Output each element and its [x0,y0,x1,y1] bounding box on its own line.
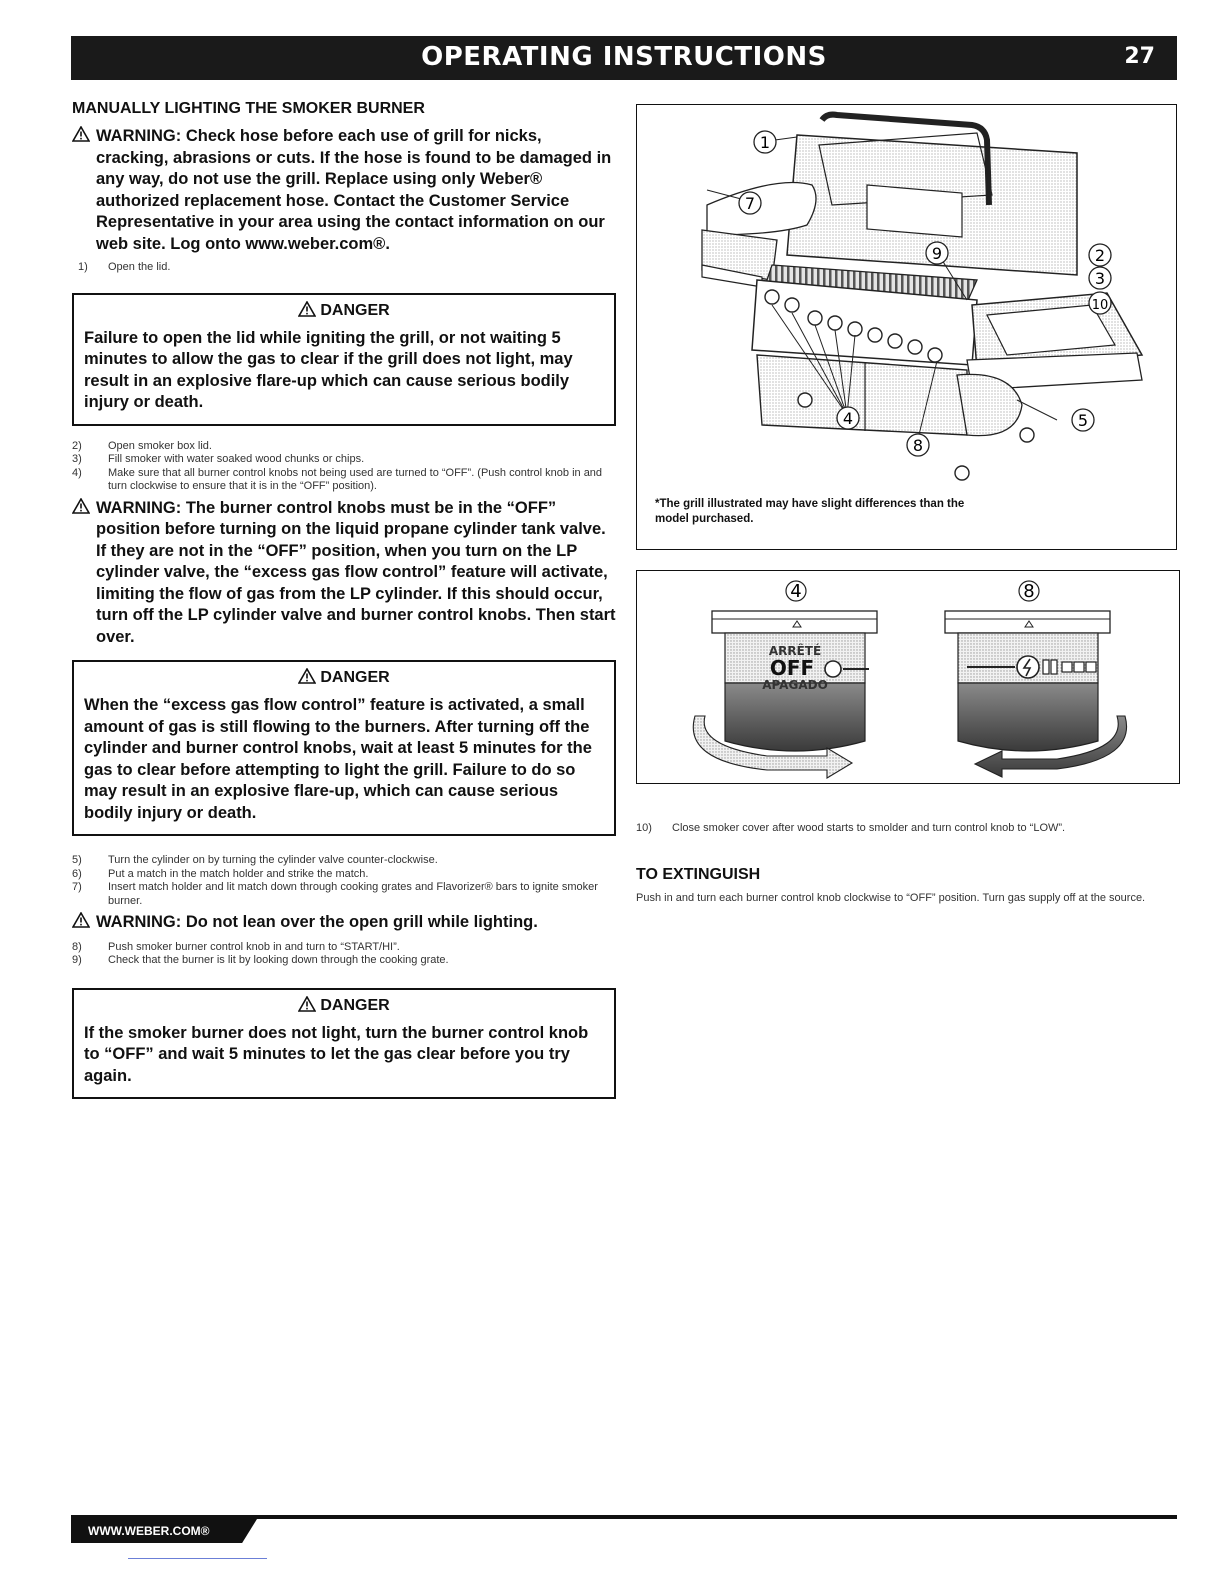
warning-hose [72,126,616,255]
step-text: Fill smoker with water soaked wood chunks or chips. [108,453,365,465]
callout-label: 8 [912,436,924,455]
step-number: 9) [72,954,82,966]
footer-rule [71,1515,1177,1519]
step-text: Close smoker cover after wood starts to smolder and turn control knob to “LOW”. [672,822,1066,834]
warning-triangle-icon [298,996,316,1012]
step-text: Open the lid. [108,261,171,273]
warning-triangle-icon [298,668,316,684]
step-item [72,941,616,955]
danger-text: Failure to open the lid while igniting the grill, or not waiting 5 minutes to allow the gas to clear if the grill does not light, may result in an explosive flare-up which can cause serious bodily injury or death. [84,328,573,411]
callout-label: 2 [1094,246,1106,265]
step-text: Push smoker burner control knob in and turn to “START/HI”. [108,940,400,953]
page-number: 27 [1124,44,1155,69]
grill-illustration [637,105,1176,485]
danger-text: When the “excess gas flow control” feature is activated, a small amount of gas is still flowing to the burners. After turning off the cylinder and burner control knobs, wait at least 5 minutes for the gas to clear before attempting to light the grill. Failure to do so may result in an explosive flare-up, which can cause serious bodily injury or death. [84,696,592,822]
danger-heading: DANGER [84,668,604,687]
left-column [72,100,616,1113]
step-text: Put a match in the match holder and strike the match. [108,867,369,880]
step-number: 6) [72,867,82,880]
control-knobs-illustration [637,571,1179,783]
callout-label: 10 [1091,298,1109,313]
extinguish-title: TO EXTINGUISH [636,865,761,883]
step-item [72,881,616,908]
warning-text: WARNING: The burner control knobs must be in the “OFF” position before turning on the liquid propane cylinder tank valve. If they are not in the “OFF” position, when you turn on the LP cylinder valve, the “excess gas flow control” feature will activate, limiting the flow of gas from the LP cylinder. If this should occur, turn off the LP cylinder valve and burner control knobs. Then start over. [96,498,616,646]
step-text: Open smoker box lid. [108,439,212,452]
footer-url: WWW.WEBER.COM® [88,1524,210,1538]
bottom-line [128,1558,267,1559]
danger-text: If the smoker burner does not light, turn the burner control knob to “OFF” and wait 5 minutes to let the gas clear before you try again. [84,1023,589,1085]
callout-label: 3 [1094,269,1106,288]
step-item [72,854,616,868]
steps-2-4 [72,440,616,494]
warning-text: WARNING: Check hose before each use of grill for nicks, cracking, abrasions or cuts. If the hose is found to be damaged in any way, do not use the grill. Replace using only Weber® authorized replacement hose. Contact the Customer Service Representative in your area using the contact information on our web site. Log onto www.weber.com®. [96,127,612,253]
warning-lean [72,912,616,935]
warning-text: WARNING: Do not lean over the open grill while lighting. [96,913,538,931]
step-number: 8) [72,940,82,953]
section-title: MANUALLY LIGHTING THE SMOKER BURNER [72,100,425,117]
warning-triangle-icon [72,126,96,255]
step-item [72,453,616,467]
warning-triangle-icon [298,301,316,317]
danger-box [72,660,616,836]
knob-label-bottom: APAGADO [762,678,828,692]
knob-label-off: OFF [769,656,815,680]
warning-triangle-icon [72,912,96,935]
danger-box [72,988,616,1100]
danger-heading: DANGER [84,301,604,320]
callout-label: 8 [1023,581,1035,602]
callout-label: 4 [842,409,854,428]
callout-label: 4 [790,581,802,602]
step-item [72,954,616,968]
grill-illustration-box [636,104,1177,550]
step-item [636,822,1181,836]
step-number: 1) [78,261,88,273]
step-item [72,261,616,275]
control-knobs-illustration-box [636,570,1180,784]
callout-label: 1 [759,133,771,152]
step-item [72,868,616,882]
callout-label: 5 [1077,411,1089,430]
step-text: Insert match holder and lit match down through cooking grates and Flavorizer® bars to ignite smoker burner. [108,881,598,907]
danger-heading: DANGER [84,996,604,1015]
step-text: Turn the cylinder on by turning the cylinder valve counter-clockwise. [108,854,438,866]
page-header [71,36,1177,80]
step-text: Check that the burner is lit by looking down through the cooking grate. [108,954,449,966]
warning-control-knobs [72,498,616,649]
step-number: 10) [636,822,652,834]
step-item [72,467,616,494]
callout-label: 7 [744,194,756,213]
warning-triangle-icon [72,498,96,649]
step-number: 2) [72,439,82,452]
page-title: OPERATING INSTRUCTIONS [421,42,827,72]
danger-box [72,293,616,426]
step-number: 5) [72,854,82,866]
step-number: 7) [72,881,82,893]
knob-label-top: ARRÊTÉ [768,644,822,658]
figure-caption: *The grill illustrated may have slight differences than the model purchased. [655,498,965,525]
step-item [72,440,616,454]
steps-5-7 [72,854,616,908]
steps-8-9 [72,941,616,968]
extinguish-text: Push in and turn each burner control knob clockwise to “OFF” position. Turn gas supply off at the source. [636,891,1146,904]
callout-label: 9 [931,244,943,263]
step-text: Make sure that all burner control knobs not being used are turned to “OFF”. (Push control knob in and turn clockwise to ensure that it is in the “OFF” position). [108,466,603,492]
step-number: 3) [72,453,82,465]
step-number: 4) [72,466,82,479]
right-column [636,104,1181,905]
